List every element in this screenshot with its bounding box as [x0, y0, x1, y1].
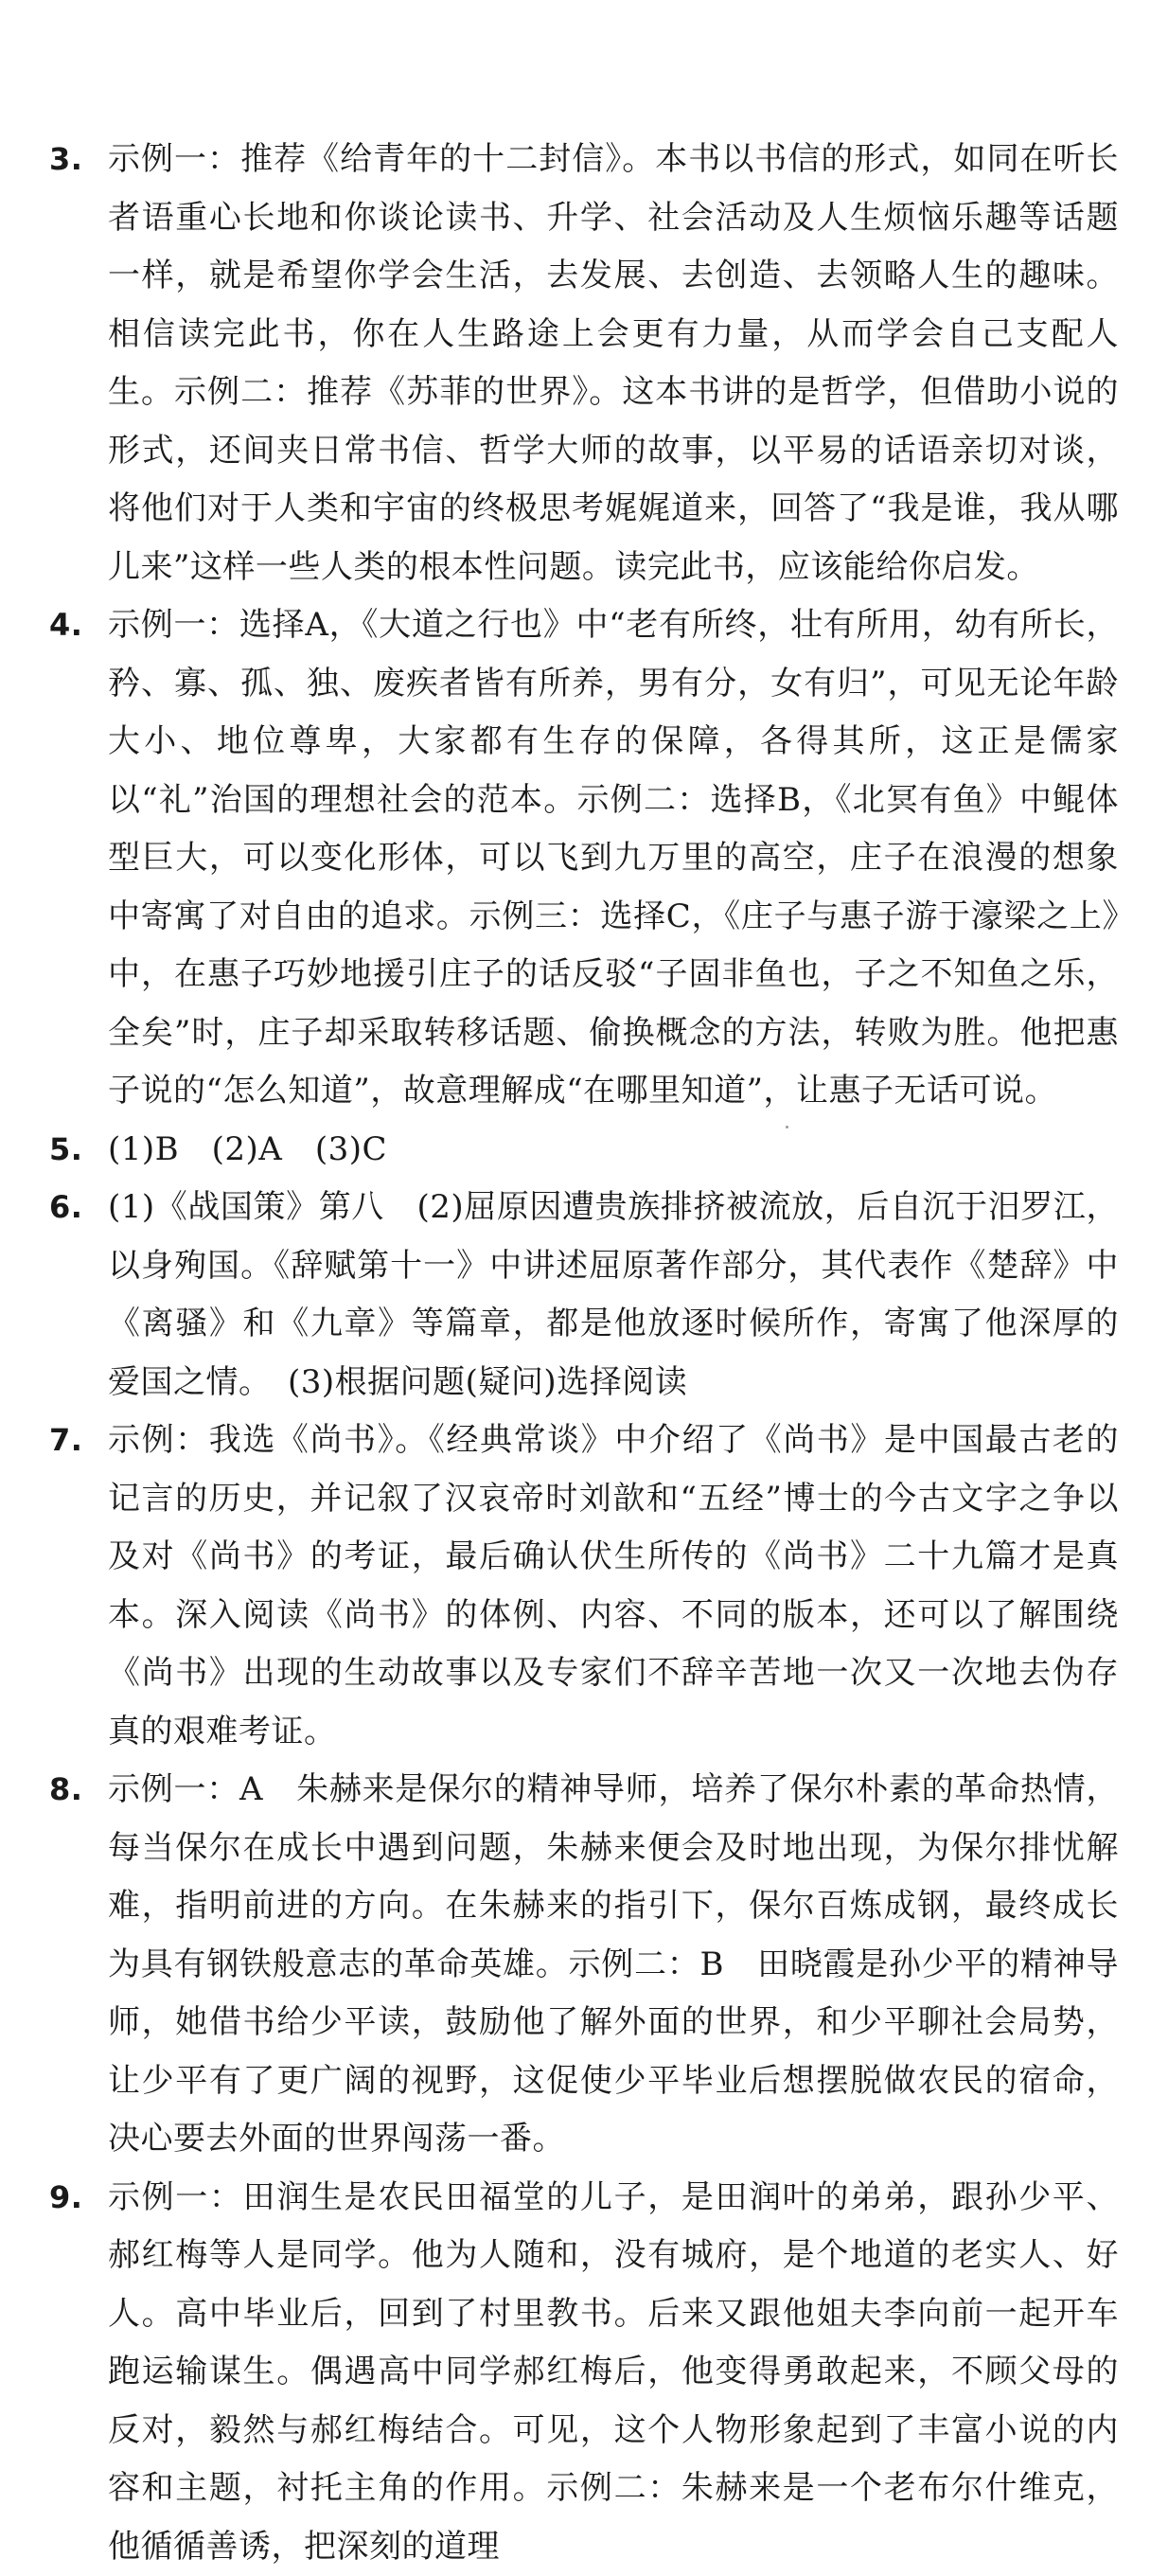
answer-number: 6. [49, 1179, 82, 1237]
answer-text: 示例：我选《尚书》。《经典常谈》中介绍了《尚书》是中国最古老的记言的历史，并记叙了汉哀帝时刘歆和“五经”博士的今古文字之争以及对《尚书》的考证，最后确认伏生所传的《尚书》二十九篇才是真本。深入阅读《尚书》的体例、内容、不同的版本，还可以了解围绕《尚书》出现的生动故事以及专家们不辞辛苦地一次又一次地去伪存真的艰难考证。 [108, 1421, 1119, 1750]
answer-text: (1)B (2)A (3)C [108, 1130, 387, 1168]
answer-3 [49, 131, 1119, 596]
answer-text: 示例一：选择A，《大道之行也》中“老有所终，壮有所用，幼有所长，矜、寡、孤、独、废疾者皆有所养，男有分，女有归”，可见无论年龄大小、地位尊卑，大家都有生存的保障，各得其所，这正是儒家以“礼”治国的理想社会的范本。示例二：选择B，《北冥有鱼》中鲲体型巨大，可以变化形体，可以飞到九万里的高空，庄子在浪漫的想象中寄寓了对自由的追求。示例三：选择C，《庄子与惠子游于濠梁之上》中，在惠子巧妙地援引庄子的话反驳“子固非鱼也，子之不知鱼之乐，全矣”时，庄子却采取转移话题、偷换概念的方法，转败为胜。他把惠子说的“怎么知道”，故意理解成“在哪里知道”，让惠子无话可说。 [108, 606, 1119, 1110]
answer-9 [49, 2169, 1119, 2576]
answer-text: (1)《战国策》第八 (2)屈原因遭贵族排挤被流放，后自沉于汨罗江，以身殉国。《辞赋第十一》中讲述屈原著作部分，其代表作《楚辞》中《离骚》和《九章》等篇章，都是他放逐时候所作，寄寓了他深厚的爱国之情。 (3)根据问题(疑问)选择阅读 [108, 1188, 1119, 1401]
answer-4 [49, 596, 1119, 1121]
answer-5 [49, 1121, 1119, 1180]
answer-8 [49, 1761, 1119, 2169]
answer-number: 4. [49, 596, 82, 655]
answer-number: 5. [49, 1121, 82, 1180]
scan-speck [786, 1126, 788, 1128]
answer-number: 9. [49, 2169, 82, 2228]
answer-number: 3. [49, 131, 82, 189]
answer-number: 8. [49, 1761, 82, 1820]
answer-text: 示例一：田润生是农民田福堂的儿子，是田润叶的弟弟，跟孙少平、郝红梅等人是同学。他为人随和，没有城府，是个地道的老实人、好人。高中毕业后，回到了村里教书。后来又跟他姐夫李向前一起开车跑运输谋生。偶遇高中同学郝红梅后，他变得勇敢起来，不顾父母的反对，毅然与郝红梅结合。可见，这个人物形象起到了丰富小说的内容和主题，衬托主角的作用。示例二：朱赫来是一个老布尔什维克，他循循善诱，把深刻的道理 [108, 2178, 1119, 2566]
answer-7 [49, 1412, 1119, 1761]
answer-6 [49, 1179, 1119, 1412]
answer-number: 7. [49, 1412, 82, 1470]
answer-text: 示例一：A 朱赫来是保尔的精神导师，培养了保尔朴素的革命热情，每当保尔在成长中遇到问题，朱赫来便会及时地出现，为保尔排忧解难，指明前进的方向。在朱赫来的指引下，保尔百炼成钢，最终成长为具有钢铁般意志的革命英雄。示例二：B 田晓霞是孙少平的精神导师，她借书给少平读，鼓励他了解外面的世界，和少平聊社会局势，让少平有了更广阔的视野，这促使少平毕业后想摆脱做农民的宿命，决心要去外面的世界闯荡一番。 [108, 1770, 1119, 2158]
answer-text: 示例一：推荐《给青年的十二封信》。本书以书信的形式，如同在听长者语重心长地和你谈论读书、升学、社会活动及人生烦恼乐趣等话题一样，就是希望你学会生活，去发展、去创造、去领略人生的趣味。相信读完此书，你在人生路途上会更有力量，从而学会自己支配人生。示例二：推荐《苏菲的世界》。这本书讲的是哲学，但借助小说的形式，还间夹日常书信、哲学大师的故事，以平易的话语亲切对谈，将他们对于人类和宇宙的终极思考娓娓道来，回答了“我是谁，我从哪儿来”这样一些人类的根本性问题。读完此书，应该能给你启发。 [108, 140, 1119, 586]
